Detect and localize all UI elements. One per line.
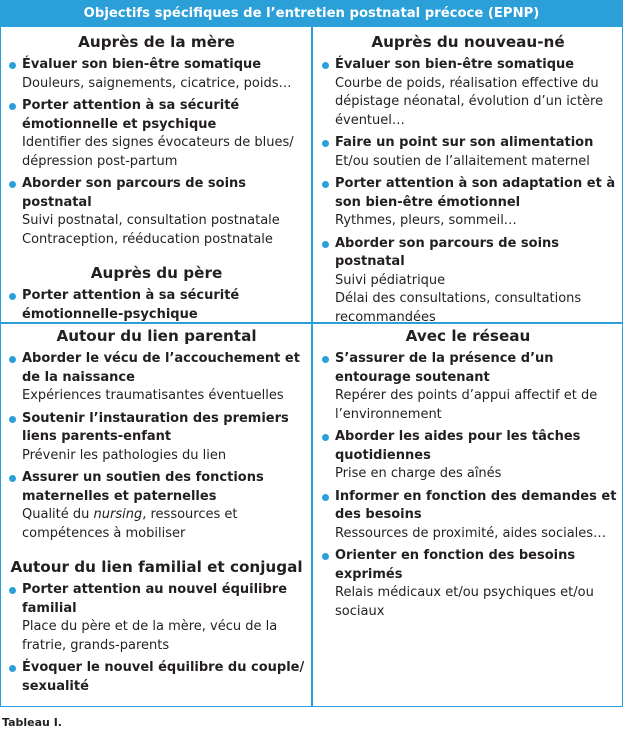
item-title: Soutenir l’instauration des premiers liens parents-enfant <box>22 410 289 444</box>
item-title: Orienter en fonction des besoins exprimés <box>335 548 576 582</box>
item-desc: Douleurs, saignements, cicatrice, poids… <box>22 75 292 91</box>
item-title: Porter attention à sa sécurité émotionnelle-psychique <box>22 288 240 322</box>
item-desc: Prise en charge des aînés <box>335 466 502 481</box>
table-caption: Tableau I. <box>2 716 62 729</box>
list-item <box>4 469 309 543</box>
item-desc: Repérer des points d’appui affectif et de l’environnement <box>335 388 598 422</box>
item-title: Aborder son parcours de soins postnatal <box>22 176 247 210</box>
item-title: Informer en fonction des demandes et des besoins <box>335 488 617 522</box>
bullet-icon <box>9 103 16 110</box>
item-title: Aborder les aides pour les tâches quotidiennes <box>335 429 581 463</box>
list-item <box>317 547 619 621</box>
desc-emphasis: nursing <box>93 507 143 522</box>
item-desc: Ressources de proximité, aides sociales… <box>335 525 607 541</box>
item-title: S’assurer de la présence d’un entourage soutenant <box>335 351 554 385</box>
item-title: Évaluer son bien-être somatique <box>22 57 262 72</box>
item-title: Évaluer son bien-être somatique <box>335 57 575 72</box>
item-title: Évoquer le nouvel équilibre du couple/ sexualité <box>22 660 305 694</box>
item-desc: Place du père et de la mère, vécu de la fratrie, grands-parents <box>22 619 278 653</box>
bullet-icon <box>9 356 16 363</box>
bullet-icon <box>9 62 16 69</box>
item-desc: Prévenir les pathologies du lien <box>22 447 227 463</box>
list-item <box>4 410 309 466</box>
list-item <box>317 134 619 171</box>
heading-lien-parental: Autour du lien parental <box>56 327 257 345</box>
list-item <box>4 56 309 93</box>
item-desc: Rythmes, pleurs, sommeil… <box>335 213 517 228</box>
list-item <box>4 350 309 406</box>
item-title: Aborder son parcours de soins postnatal <box>335 235 560 269</box>
list-item <box>4 287 309 324</box>
bullet-icon <box>9 416 16 423</box>
cell-lien-parental-familial <box>4 326 309 696</box>
cell-nouveau-ne <box>317 32 619 327</box>
list-item <box>317 235 619 328</box>
cell-mere-pere <box>4 32 309 324</box>
bullet-icon <box>9 181 16 188</box>
bullet-icon <box>322 434 329 441</box>
heading-nouveau-ne: Auprès du nouveau-né <box>371 33 565 51</box>
bullet-icon <box>322 181 329 188</box>
list-item <box>4 97 309 171</box>
heading-mere: Auprès de la mère <box>78 33 235 51</box>
list-item <box>317 428 619 484</box>
list-item <box>317 350 619 424</box>
item-desc: Suivi pédiatrique <box>335 272 446 288</box>
item-title: Porter attention au nouvel équilibre familial <box>22 582 288 616</box>
list-item <box>4 659 309 696</box>
item-desc: Identifier des signes évocateurs de blues/ dépression post-partum <box>22 135 294 169</box>
bullet-icon <box>9 587 16 594</box>
item-desc: Expériences traumatisantes éventuelles <box>22 388 284 403</box>
item-desc: Et/ou soutien de l’allaitement maternel <box>335 153 590 169</box>
item-desc: Délai des consultations, consultations recommandées <box>335 291 582 325</box>
bullet-icon <box>9 665 16 672</box>
bullet-icon <box>322 140 329 147</box>
item-title: Porter attention à sa sécurité émotionnelle et psychique <box>22 98 240 132</box>
list-item <box>317 175 619 231</box>
desc-text: , ressources et compétences à mobiliser <box>22 507 238 541</box>
bullet-icon <box>9 293 16 300</box>
item-desc: Contraception, rééducation postnatale <box>22 231 273 247</box>
heading-pere: Auprès du père <box>90 264 223 282</box>
item-title: Porter attention à son adaptation et à son bien-être émotionnel <box>335 176 616 210</box>
cell-reseau <box>317 326 619 621</box>
table-title: Objectifs spécifiques de l’entretien postnatal précoce (EPNP) <box>0 0 623 27</box>
bullet-icon <box>322 494 329 501</box>
list-item <box>317 56 619 130</box>
bullet-icon <box>322 62 329 69</box>
bullet-icon <box>322 553 329 560</box>
item-desc: Suivi postnatal, consultation postnatale <box>22 213 280 228</box>
item-desc: Courbe de poids, réalisation effective du dépistage néonatal, évolution d’un ictère éventuel… <box>335 75 604 128</box>
bullet-icon <box>9 475 16 482</box>
item-desc: Relais médicaux et/ou psychiques et/ou sociaux <box>335 585 594 619</box>
item-title: Faire un point sur son alimentation <box>335 135 594 150</box>
item-title: Aborder le vécu de l’accouchement et de la naissance <box>22 351 300 385</box>
heading-reseau: Avec le réseau <box>405 327 531 345</box>
column-divider <box>311 27 313 707</box>
bullet-icon <box>322 356 329 363</box>
list-item <box>4 175 309 249</box>
list-item <box>4 581 309 655</box>
desc-text: Qualité du <box>22 507 94 522</box>
bullet-icon <box>322 241 329 248</box>
list-item <box>317 488 619 544</box>
item-desc <box>22 506 309 543</box>
item-title: Assurer un soutien des fonctions maternelles et paternelles <box>22 470 264 504</box>
heading-lien-familial: Autour du lien familial et conjugal <box>10 558 303 576</box>
